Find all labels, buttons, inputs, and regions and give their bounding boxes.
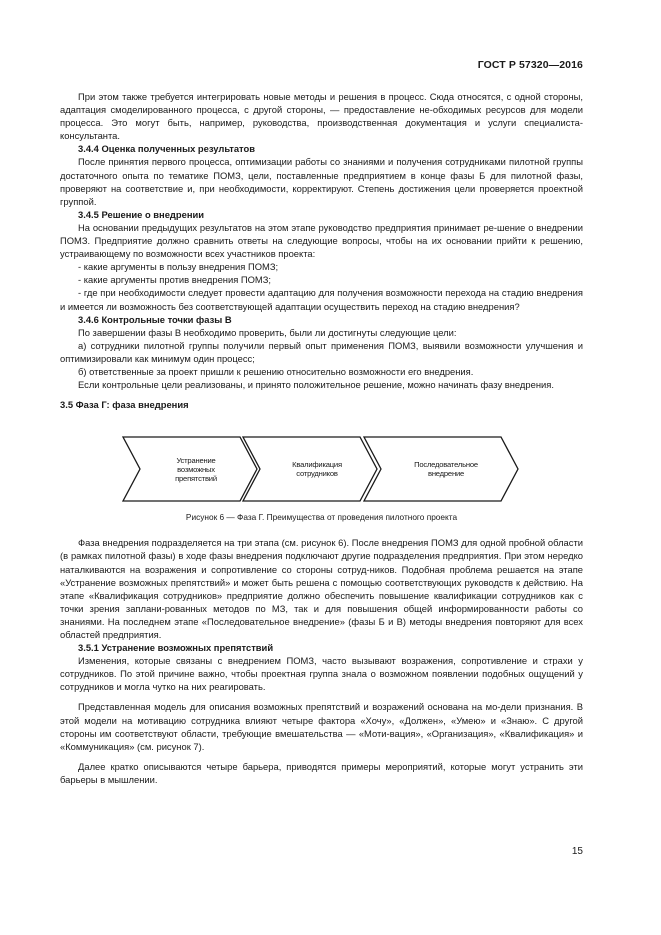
paragraph-3-4-6: По завершении фазы В необходимо проверить, были ли достигнуты следующие цели:: [78, 326, 457, 338]
step-1-label: Устранение возможных препятствий: [175, 456, 217, 484]
page-number: 15: [571, 846, 583, 857]
paragraph-3-4-4: После принятия первого процесса, оптимизации работы со знаниями и получения сотрудниками пилотной группы достаточного опыта по тематике ПОМЗ, цели, поставленные предприятием в конце фазы Б для пилотной фазы, проверяют на соответствие и, при необходимости, корректируют. Степень достижения цели проверяется проектной группой.: [60, 156, 583, 207]
paragraph-3-4-5: На основании предыдущих результатов на этом этапе руководство предприятия принимает ре-шение о внедрении ПОМЗ. Предприятие должно сравнить ответы на следующие вопросы, чтобы на их основании прийти к решению, устраивающему по возможности всех участников проекта:: [60, 221, 583, 260]
page-content: [60, 90, 583, 786]
paragraph-3-4-6-closing: Если контрольные цели реализованы, и принято положительное решение, можно начинать фазу внедрения.: [78, 379, 554, 391]
phase-g-diagram: [60, 417, 583, 509]
heading-3-4-6: 3.4.6 Контрольные точки фазы В: [78, 313, 232, 325]
document-code: ГОСТ Р 57320—2016: [477, 59, 583, 71]
paragraph-3-5-1-b: Представленная модель для описания возможных препятствий и возражений основана на мо-дели признания. В этой модели на мотивацию сотрудника влияют четыре фактора «Хочу», «Должен», «Умею» и «Знаю». С другой стороны им соответствуют области, требующие вмешательства — «Моти-вация», «Организация», «Квалификация» и «Коммуникация» (см. рисунок 7).: [60, 701, 583, 752]
figure-caption: Рисунок 6 — Фаза Г. Преимущества от проведения пилотного проекта: [185, 512, 458, 523]
list-item: - где при необходимости следует провести адаптацию для получения возможности перехода на стадию внедрения и имеется ли возможность без соответствующей адаптации осуществить переход на стадию внедрения?: [60, 287, 583, 312]
heading-3-5-1: 3.5.1 Устранение возможных препятствий: [78, 642, 274, 654]
heading-3-4-4: 3.4.4 Оценка полученных результатов: [78, 143, 256, 155]
heading-3-5: 3.5 Фаза Г: фаза внедрения: [60, 399, 189, 411]
paragraph-3-5-1-a: Изменения, которые связаны с внедрением ПОМЗ, часто вызывают возражения, сопротивление и страхи у сотрудников. По этой причине важно, чтобы проектная группа знала о возможном появлении подобных ощущений у сотрудников и могла чутко на них реагировать.: [60, 655, 583, 693]
paragraph-3-5-1-c: Далее кратко описываются четыре барьера, приводятся примеры мероприятий, которые могут устранить эти барьеры в мышлении.: [60, 760, 583, 785]
step-2-label: Квалификация сотрудников: [292, 460, 342, 479]
paragraph-3-5: Фаза внедрения подразделяется на три этапа (см. рисунок 6). После внедрения ПОМЗ для одной пробной области (в рамках пилотной фазы) в ходе фазы внедрения подключают другие подразделения предприятия. При этом нередко наталкиваются на возражения и сопротивление со стороны сотруд-ников. Подобная проблема решается на этапе «Устранение возможных препятствий» и может быть решена с помощью соответствующих руководств к действию. На этапе «Квалификация сотрудников» предприятие должно обеспечить повышение квалификации сотрудников как с точки зрения заплани-рованных методов по МЗ, так и для повышения общей информированности работы со знаниями. На последнем этапе «Последовательное внедрение» (фазы Б и В) методы внедрения повторяют для всех областей предприятия.: [60, 537, 583, 640]
list-item: б) ответственные за проект пришли к решению относительно возможности его внедрения.: [78, 365, 474, 377]
intro-paragraph: При этом также требуется интегрировать новые методы и решения в процесс. Сюда относятся, с одной стороны, адаптация смоделированного процесса, с другой стороны, — предоставление не-обходимых ресурсов для модели процесса. Это могут быть, например, руководства, производственная документация и услуги специалиста-консультанта.: [60, 91, 583, 142]
list-item: - какие аргументы в пользу внедрения ПОМЗ;: [78, 261, 279, 273]
list-item: - какие аргументы против внедрения ПОМЗ;: [78, 274, 271, 286]
list-item: а) сотрудники пилотной группы получили первый опыт применения ПОМЗ, выявили возможности улучшения и оптимизировали как минимум один процесс;: [60, 339, 583, 364]
step-3-label: Последовательное внедрение: [414, 460, 478, 479]
heading-3-4-5: 3.4.5 Решение о внедрении: [78, 208, 205, 220]
